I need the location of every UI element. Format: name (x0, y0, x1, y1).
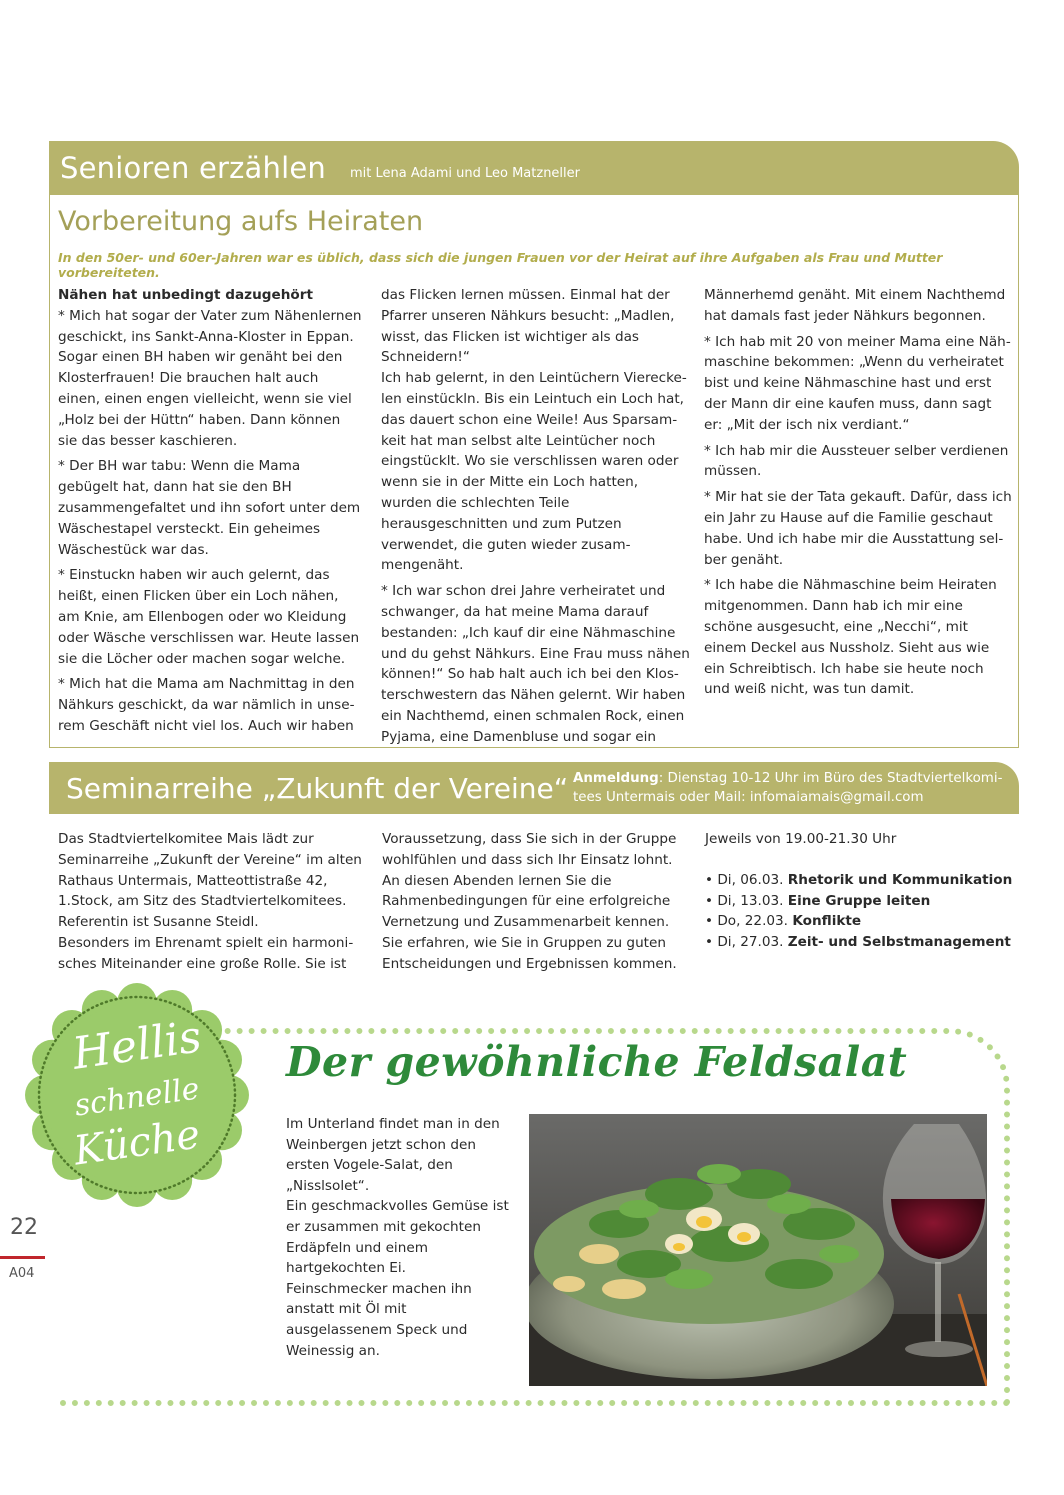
page-number: 22 (10, 1215, 38, 1240)
section-header-senioren (49, 141, 1019, 195)
badge-text (22, 980, 252, 1210)
paragraph: Ein geschmackvolles Gemüse ist er zusammen mit gekochten Erdäpfeln und einem hartgekochten Ei. Feinschmecker machen ihn anstatt mit Öl mit ausgelassenem Speck und Weinessig an. (286, 1198, 509, 1359)
registration-text: : Dienstag 10-12 Uhr im Büro des Stadtviertelkomitees Untermais oder Mail: infomaiamais@gmail.com (573, 771, 1003, 805)
section-title: Senioren erzählen (60, 151, 326, 185)
paragraph: * Einstuckn haben wir auch gelernt, das heißt, einen Flicken über ein Loch nähen, am Knie, am Ellenbogen oder wo Kleidung oder Wäsche verschlissen war. Heute lassen sie die Löcher oder machen sogar welche. (58, 567, 360, 667)
page-rule (0, 1256, 45, 1259)
section-title: Seminarreihe „Zukunft der Vereine“ (66, 772, 569, 805)
schedule-item: • Di, 27.03. Zeit- und Selbstmanagement (705, 934, 1011, 951)
section-header-seminar (49, 762, 1019, 814)
paragraph: Im Unterland findet man in den Weinbergen jetzt schon den ersten Vogele-Salat, den „Nisslsolet“. (286, 1116, 500, 1194)
schedule-times: Jeweils von 19.00-21.30 Uhr (705, 831, 897, 847)
article-column-2 (381, 285, 691, 753)
registration-label: Anmeldung (573, 771, 659, 786)
article-column-3 (704, 285, 1012, 705)
registration-info (573, 769, 1013, 807)
paragraph: * Ich war schon drei Jahre verheiratet und schwanger, da hat meine Mama darauf bestanden: „Ich kauf dir eine Nähmaschine und du gehst Nähkurs. Eine Frau muss nähen können!“ So hab halt auch ich bei den Klosterschwestern das Nähen gelernt. Wir haben ein Nachthemd, einen schmalen Rock, einen Pyjama, eine Damenbluse und sogar ein (381, 583, 690, 745)
paragraph: Voraussetzung, dass Sie sich in der Gruppe wohlfühlen und dass sich Ihr Einsatz lohnt. An diesen Abenden lernen Sie die Rahmenbedingungen für eine erfolgreiche Vernetzung und Zusammenarbeit kennen. Sie erfahren, wie Sie in Gruppen zu guten Entscheidungen und Ergebnissen kommen. (382, 831, 677, 972)
schedule-item: • Di, 13.03. Eine Gruppe leiten (705, 892, 931, 909)
schedule-item: • Di, 06.03. Rhetorik und Kommunikation (705, 871, 1013, 888)
recipe-title: Der gewöhnliche Feldsalat (286, 1038, 908, 1086)
section-subtitle: mit Lena Adami und Leo Matzneller (349, 165, 580, 181)
schedule-item: • Do, 22.03. Konflikte (705, 913, 862, 930)
paragraph: * Mich hat sogar der Vater zum Nähenlernen geschickt, ins Sankt-Anna-Kloster in Eppan. Sogar einen BH haben wir genäht bei den Klosterfrauen! Die brauchen halt auch einen, einen engen vielleicht, wenn sie viel „Holz bei der Hüttn“ haben. Dann können sie das besser kaschieren. (58, 307, 362, 449)
paragraph: Referentin ist Susanne Steidl. (58, 914, 259, 931)
page-code: A04 (9, 1266, 35, 1281)
badge-line: schnelle (72, 1071, 202, 1124)
paragraph: Männerhemd genäht. Mit einem Nachthemd hat damals fast jeder Nähkurs begonnen. (704, 287, 1006, 324)
paragraph: * Der BH war tabu: Wenn die Mama gebügelt hat, dann hat sie den BH zusammengefaltet und ihn sofort unter dem Wäschestapel versteckt. Ein geheimes Wäschestück war das. (58, 458, 361, 558)
seminar-column-1 (58, 829, 368, 975)
paragraph: das Flicken lernen müssen. Einmal hat der Pfarrer unseren Nähkurs besucht: „Madlen, wisst, das Flicken ist wichtiger als das Schneidern!“ (381, 287, 675, 366)
seminar-schedule (705, 829, 1015, 953)
paragraph: * Ich hab mir die Aussteuer selber verdienen müssen. (704, 442, 1009, 480)
badge-line: Küche (71, 1111, 203, 1175)
paragraph: Das Stadtviertelkomitee Mais lädt zur Seminarreihe „Zukunft der Vereine“ im alten Rathaus Untermais, Matteottistraße 42, 1.Stock, am Sitz des Stadtviertelkomitees. (58, 831, 362, 910)
paragraph: * Ich hab mit 20 von meiner Mama eine Nähmaschine bekommen: „Wenn du verheiratet bist und keine Nähmaschine hast und erst der Mann dir eine kaufen muss, dann sagt er: „Mit der isch nix verdiant.“ (704, 333, 1011, 433)
paragraph: * Ich habe die Nähmaschine beim Heiraten mitgenommen. Dann hab ich mir eine schöne ausgesucht, eine „Necchi“, mit einem Deckel aus Nussholz. Sieht aus wie ein Schreibtisch. Ich habe sie heute noch und weiß nicht, was tun damit. (704, 577, 997, 698)
article-heading: Vorbereitung aufs Heiraten (58, 206, 424, 237)
badge-line: Hellis (69, 1011, 205, 1080)
salad-photo (529, 1114, 987, 1386)
article-column-1 (58, 285, 363, 742)
paragraph: * Mir hat sie der Tata gekauft. Dafür, dass ich ein Jahr zu Hause auf die Familie geschaut habe. Und ich habe mir die Ausstattung selber genäht. (704, 489, 1012, 568)
paragraph: * Mich hat die Mama am Nachmittag in den Nähkurs geschickt, da war nämlich in unserem Geschäft nicht viel los. Auch wir haben (58, 676, 355, 734)
article-lead: In den 50er- und 60er-Jahren war es üblich, dass sich die jungen Frauen vor der Heirat auf ihre Aufgaben als Frau und Mutter vorbereiteten. (58, 250, 943, 280)
paragraph: Ich hab gelernt, in den Leintüchern Viereckelen einstückln. Bis ein Leintuch ein Loch hat, das dauert schon eine Weile! Aus Sparsamkeit hat man selbst alte Leintücher noch eingstücklt. Wo sie verschlissen waren oder wenn sie in der Mitte ein Loch hatten, wurden die schlechten Teile herausgeschnitten und zum Putzen verwendet, die guten wieder zusammengenäht. (381, 370, 687, 574)
seminar-column-2 (382, 829, 692, 975)
recipe-text (286, 1114, 511, 1361)
paragraph: Besonders im Ehrenamt spielt ein harmonisches Miteinander eine große Rolle. Sie ist (58, 934, 354, 972)
column-subhead: Nähen hat unbedingt dazugehört (58, 287, 313, 303)
